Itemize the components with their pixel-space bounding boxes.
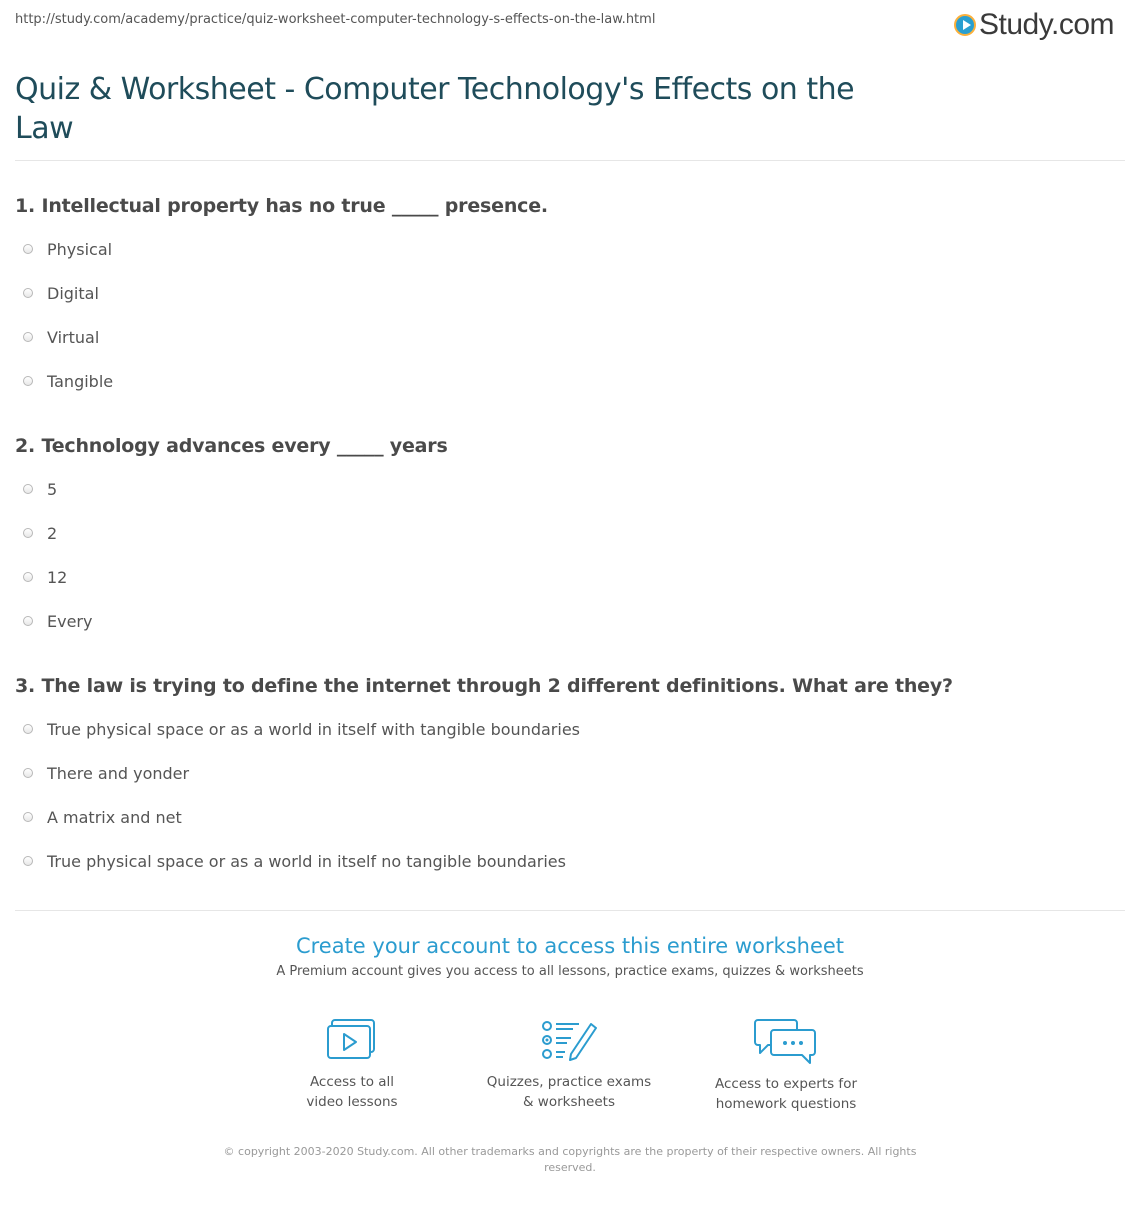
- radio-button[interactable]: [23, 768, 33, 778]
- top-bar: [0, 0, 1140, 48]
- radio-button[interactable]: [23, 484, 33, 494]
- answer-option[interactable]: [23, 718, 580, 740]
- answer-option[interactable]: [23, 238, 112, 260]
- answer-label: There and yonder: [47, 763, 190, 783]
- question-3: [15, 674, 1115, 874]
- study-logo-text: Study.com: [979, 8, 1114, 41]
- radio-button[interactable]: [23, 288, 33, 298]
- video-lessons-icon: [326, 1018, 378, 1062]
- answer-option[interactable]: [23, 806, 182, 828]
- answer-option[interactable]: [23, 326, 99, 348]
- answer-label: A matrix and net: [47, 807, 182, 827]
- answer-option[interactable]: [23, 610, 92, 632]
- answer-option[interactable]: [23, 566, 67, 588]
- page-url: http://study.com/academy/practice/quiz-worksheet-computer-technology-s-effects-on-the-law.html: [15, 12, 656, 27]
- radio-button[interactable]: [23, 616, 33, 626]
- feature-experts: [686, 1018, 886, 1114]
- radio-button[interactable]: [23, 376, 33, 386]
- feature-label: Access to all video lessons: [306, 1074, 398, 1110]
- question-2: [15, 434, 1115, 634]
- question-text: 2. Technology advances every _____ years: [15, 435, 448, 457]
- answer-label: Virtual: [47, 327, 100, 347]
- radio-button[interactable]: [23, 332, 33, 342]
- radio-button[interactable]: [23, 724, 33, 734]
- radio-button[interactable]: [23, 812, 33, 822]
- answer-label: True physical space or as a world in itself with tangible boundaries: [47, 719, 580, 739]
- page-title: Quiz & Worksheet - Computer Technology's Effects on the Law: [15, 72, 855, 146]
- study-logo-play-icon: [954, 14, 976, 36]
- answer-label: Digital: [47, 283, 99, 303]
- copyright-footer: © copyright 2003-2020 Study.com. All other trademarks and copyrights are the property of their respective owners. All rights reserved.: [223, 1145, 917, 1174]
- create-account-link[interactable]: Create your account to access this entire worksheet: [295, 934, 845, 958]
- feature-label: Access to experts for homework questions: [714, 1076, 857, 1112]
- question-text: 3. The law is trying to define the internet through 2 different definitions. What are they?: [15, 675, 953, 697]
- answer-option[interactable]: [23, 762, 189, 784]
- study-logo[interactable]: [954, 8, 1114, 42]
- answer-option[interactable]: [23, 370, 113, 392]
- answer-label: 5: [47, 479, 58, 499]
- divider: [15, 910, 1125, 911]
- question-1: [15, 194, 1115, 394]
- radio-button[interactable]: [23, 244, 33, 254]
- radio-button[interactable]: [23, 572, 33, 582]
- answer-option[interactable]: [23, 282, 99, 304]
- radio-button[interactable]: [23, 528, 33, 538]
- feature-video-lessons: [252, 1018, 452, 1112]
- premium-description: A Premium account gives you access to all lessons, practice exams, quizzes & worksheets: [276, 964, 864, 979]
- radio-button[interactable]: [23, 856, 33, 866]
- answer-label: True physical space or as a world in itself no tangible boundaries: [47, 851, 566, 871]
- answer-option[interactable]: [23, 522, 57, 544]
- answer-label: Tangible: [47, 371, 114, 391]
- feature-label: Quizzes, practice exams & worksheets: [486, 1074, 652, 1110]
- answer-label: Physical: [47, 239, 113, 259]
- answer-option[interactable]: [23, 478, 57, 500]
- answer-label: Every: [47, 611, 93, 631]
- question-text: 1. Intellectual property has no true _____ presence.: [15, 195, 548, 217]
- divider: [15, 160, 1125, 161]
- answer-label: 2: [47, 523, 58, 543]
- quiz-checklist-icon: [541, 1018, 597, 1062]
- expert-chat-icon: [754, 1018, 818, 1064]
- answer-option[interactable]: [23, 850, 566, 872]
- feature-quizzes: [469, 1018, 669, 1112]
- answer-label: 12: [47, 567, 68, 587]
